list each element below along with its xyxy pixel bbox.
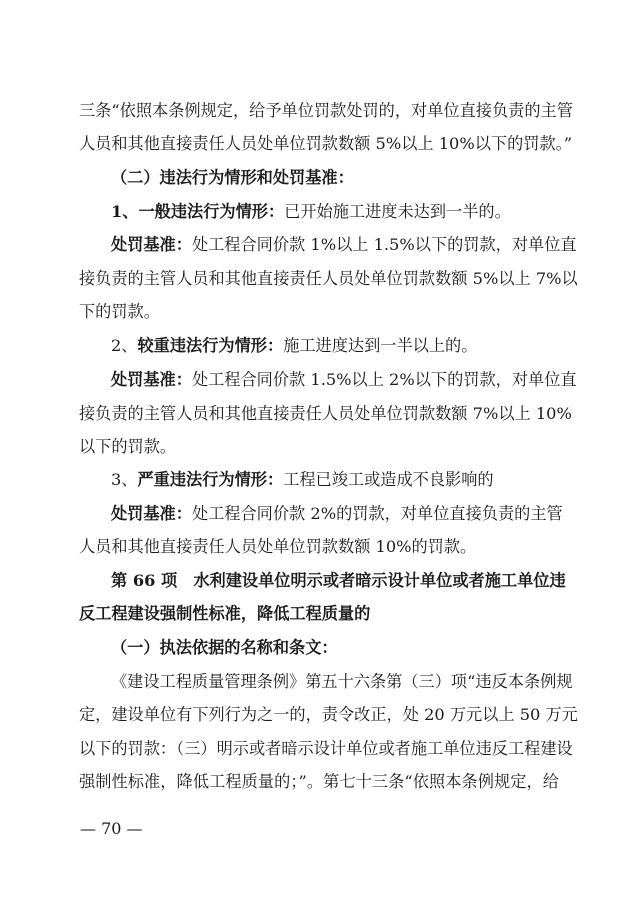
- case-number: 3、: [111, 470, 138, 489]
- body-text-line: 接负责的主管人员和其他直接责任人员处单位罚款数额 5%以上 7%以: [79, 269, 578, 288]
- body-text-line: 以下的罚款：（三）明示或者暗示设计单位或者施工单位违反工程建设: [79, 739, 573, 758]
- violation-case-3: [111, 469, 591, 491]
- case-label: 较重违法行为情形：: [137, 336, 284, 355]
- case-number: 2、: [111, 336, 138, 355]
- body-text-line: 以下的罚款。: [79, 437, 177, 456]
- penalty-label: 处罚基准：: [111, 370, 192, 389]
- violation-case-2: [111, 335, 591, 357]
- body-text-line: 三条“依照本条例规定，给予单位罚款处罚的，对单位直接负责的主管: [79, 101, 573, 120]
- penalty-standard-3: [111, 503, 563, 525]
- penalty-standard-2: [111, 369, 577, 391]
- case-text: 已开始施工进度未达到一半的。: [284, 202, 511, 221]
- case-text: 工程已竣工或造成不良影响的: [283, 470, 494, 489]
- penalty-label: 处罚基准：: [111, 235, 192, 254]
- item-heading-continued: 反工程建设强制性标准，降低工程质量的: [79, 604, 371, 623]
- penalty-label: 处罚基准：: [111, 504, 192, 523]
- case-label: 1、一般违法行为情形：: [111, 202, 285, 221]
- case-text: 施工进度达到一半以上的。: [283, 336, 478, 355]
- case-label: 严重违法行为情形：: [137, 470, 284, 489]
- body-text-line: 强制性标准，降低工程质量的；”。第七十三条“依照本条例规定，给: [79, 772, 559, 791]
- section-heading: （一）执法依据的名称和条文：: [111, 638, 338, 657]
- penalty-text: 处工程合同价款 1.5%以上 2%以下的罚款，对单位直: [191, 370, 577, 389]
- page-number: — 70 —: [80, 819, 143, 838]
- body-text-line: 定，建设单位有下列行为之一的，责令改正，处 20 万元以上 50 万元: [79, 705, 578, 724]
- penalty-text: 处工程合同价款 2%的罚款，对单位直接负责的主管: [191, 504, 563, 523]
- item-heading: 第 66 项 水利建设单位明示或者暗示设计单位或者施工单位违: [111, 571, 566, 590]
- body-text-line: 下的罚款。: [79, 302, 160, 321]
- penalty-standard-1: [111, 234, 577, 256]
- section-heading: （二）违法行为情形和处罚基准：: [111, 168, 354, 187]
- body-text-line: 《建设工程质量管理条例》第五十六条第（三）项“违反本条例规: [111, 672, 573, 691]
- body-text-line: 人员和其他直接责任人员处单位罚款数额 5%以上 10%以下的罚款。”: [79, 134, 572, 153]
- violation-case-1: [111, 201, 591, 223]
- penalty-text: 处工程合同价款 1%以上 1.5%以下的罚款，对单位直: [191, 235, 577, 254]
- body-text-line: 接负责的主管人员和其他直接责任人员处单位罚款数额 7%以上 10%: [79, 404, 572, 423]
- body-text-line: 人员和其他直接责任人员处单位罚款数额 10%的罚款。: [79, 537, 477, 556]
